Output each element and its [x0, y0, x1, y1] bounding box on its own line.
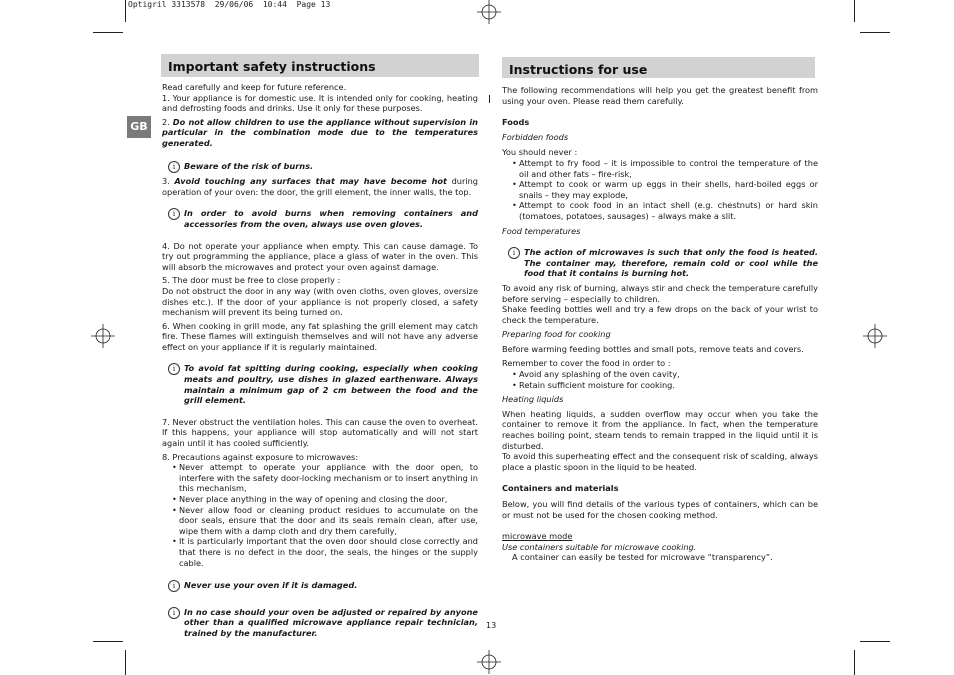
crop-mark	[93, 32, 123, 33]
column-divider-tick	[489, 95, 490, 103]
list-item: • It is particularly important that the oven door should close correctly and that there is no defect in the door, the seals, the hinges or the supply cable.	[162, 536, 478, 568]
instruction-5-detail: Do not obstruct the door in any way (with oven cloths, oven gloves, oversize dishes etc.). If the door of your appliance is not properly closed, a safety mechanism will prevent its being turned on.	[162, 285, 478, 318]
should-never-text: You should never :	[502, 147, 578, 158]
safety-heading: Important safety instructions	[168, 59, 376, 74]
print-slug: Optigril 3313578 29/06/06 10:44 Page 13	[128, 0, 331, 9]
info-icon: i	[508, 247, 520, 259]
list-item: • Attempt to cook or warm up eggs in their shells, hard-boiled eggs or snails – they may explode,	[502, 179, 818, 200]
subheading-preparing: Preparing food for cooking	[502, 329, 611, 340]
heating-paragraph-2: To avoid this superheating effect and the consequent risk of scalding, always place a plastic spoon in the liquid to be heated.	[502, 451, 818, 472]
list-item: • Attempt to cook food in an intact shell (e.g. chestnuts) or hard skin (tomatoes, potatoes, sausages) – always make a slit.	[502, 200, 818, 221]
use-suitable-text: Use containers suitable for microwave cooking.	[502, 541, 697, 552]
intro-text: Read carefully and keep for future reference.	[162, 82, 347, 92]
containers-paragraph: Below, you will find details of the various types of containers, which can be or must not be used for the chosen cooking method.	[502, 499, 818, 520]
registration-mark-icon	[91, 324, 115, 348]
language-tab: GB	[127, 116, 151, 138]
info-icon: i	[168, 580, 180, 592]
info-icon: i	[168, 607, 180, 619]
list-item: • Never place anything in the way of opening and closing the door,	[162, 494, 478, 505]
remember-text: Remember to cover the food in order to :	[502, 358, 671, 369]
instruction-3: 3. Avoid touching any surfaces that may have become hot during operation of your oven: the door, the grill element, the inner walls, the top.	[162, 176, 478, 197]
section-heading-foods: Foods	[502, 117, 530, 128]
warning-note: i To avoid fat spitting during cooking, especially when cooking meats and poultry, use dishes in glazed earthenware. Always maintain a minimum gap of 2 cm between the food and the grill element.	[162, 363, 478, 405]
registration-mark-icon	[477, 0, 501, 24]
transparency-test-text: A container can easily be tested for microwave “transparency”.	[512, 552, 773, 563]
list-item: • Never allow food or cleaning product residues to accumulate on the door seals, ensure that the door and its seals remain clean, after use, wipe them with a damp cloth and dry them carefully,	[162, 505, 478, 537]
instruction-4: 4. Do not operate your appliance when empty. This can cause damage. To try out programming the appliance, place a glass of water in the oven. This will absorb the microwaves and protect your oven against damage.	[162, 240, 478, 272]
crop-mark	[125, 650, 126, 675]
microwave-mode-heading: microwave mode	[502, 531, 573, 542]
crop-mark	[854, 0, 855, 22]
intro-text: The following recommendations will help you get the greatest benefit from using your oven. Please read them carefully.	[502, 85, 818, 106]
instruction-2: 2. Do not allow children to use the appliance without supervision in particular in the combination mode due to the temperatures generated.	[162, 116, 478, 148]
instruction-1: 1. Your appliance is for domestic use. It is intended only for cooking, heating and defrosting foods and drinks. Use it only for these purposes.	[162, 92, 478, 114]
list-item: • Attempt to fry food – it is impossible to control the temperature of the oil and other fats – fire-risk,	[502, 158, 818, 179]
shake-paragraph: Shake feeding bottles well and try a few drops on the back of your wrist to check the temperature.	[502, 304, 818, 325]
crop-mark	[860, 641, 890, 642]
warning-note: i The action of microwaves is such that only the food is heated. The container may, therefore, remain cold or cool while the food that it contains is burning hot.	[502, 247, 818, 279]
list-item: • Avoid any splashing of the oven cavity,	[502, 369, 818, 380]
registration-mark-icon	[863, 324, 887, 348]
warning-note: i In order to avoid burns when removing containers and accessories from the oven, always use oven gloves.	[162, 208, 478, 229]
safety-heading-bar	[161, 54, 479, 77]
crop-mark	[854, 650, 855, 675]
list-item: • Never attempt to operate your appliance with the door open, to interfere with the safety door-locking mechanism or to insert anything in this mechanism,	[162, 462, 478, 494]
instruction-8: 8. Precautions against exposure to microwaves:	[162, 451, 359, 462]
before-warming-text: Before warming feeding bottles and small pots, remove teats and covers.	[502, 343, 804, 354]
subheading-heating-liquids: Heating liquids	[502, 394, 564, 405]
info-icon: i	[168, 363, 180, 375]
registration-mark-icon	[477, 650, 501, 674]
safety-column	[162, 82, 478, 639]
section-heading-containers: Containers and materials	[502, 483, 619, 494]
warning-note: i In no case should your oven be adjusted or repaired by anyone other than a qualified microwave appliance repair technician, trained by the manufacturer.	[162, 607, 478, 639]
instructions-heading-bar	[502, 57, 815, 78]
subheading-forbidden: Forbidden foods	[502, 131, 569, 142]
subheading-food-temperatures: Food temperatures	[502, 225, 581, 236]
info-icon: i	[168, 161, 180, 173]
instruction-5: 5. The door must be free to close properly :	[162, 275, 341, 286]
warning-note: i Beware of the risk of burns.	[162, 161, 478, 172]
crop-mark	[125, 0, 126, 22]
page-number: 13	[486, 621, 497, 630]
instructions-column	[502, 85, 818, 563]
crop-mark	[860, 32, 890, 33]
list-item: • Retain sufficient moisture for cooking.	[502, 380, 818, 391]
burn-paragraph: To avoid any risk of burning, always stir and check the temperature carefully before serving – especially to children.	[502, 282, 818, 304]
crop-mark	[93, 641, 123, 642]
heating-paragraph-1: When heating liquids, a sudden overflow may occur when you take the container to remove it from the appliance. In fact, when the temperature reaches boiling point, steam tends to remain trapped in the liquid until it is disturbed.	[502, 408, 818, 451]
instruction-6: 6. When cooking in grill mode, any fat splashing the grill element may catch fire. These flames will extinguish themselves and will not have any adverse effect on your appliance if it is regularly maintained.	[162, 320, 478, 352]
instructions-heading: Instructions for use	[509, 62, 648, 77]
warning-note: i Never use your oven if it is damaged.	[162, 580, 478, 591]
info-icon: i	[168, 208, 180, 220]
instruction-7: 7. Never obstruct the ventilation holes. This can cause the oven to overheat. If this happens, your appliance will stop automatically and will not start again until it has cooled sufficiently.	[162, 416, 478, 449]
